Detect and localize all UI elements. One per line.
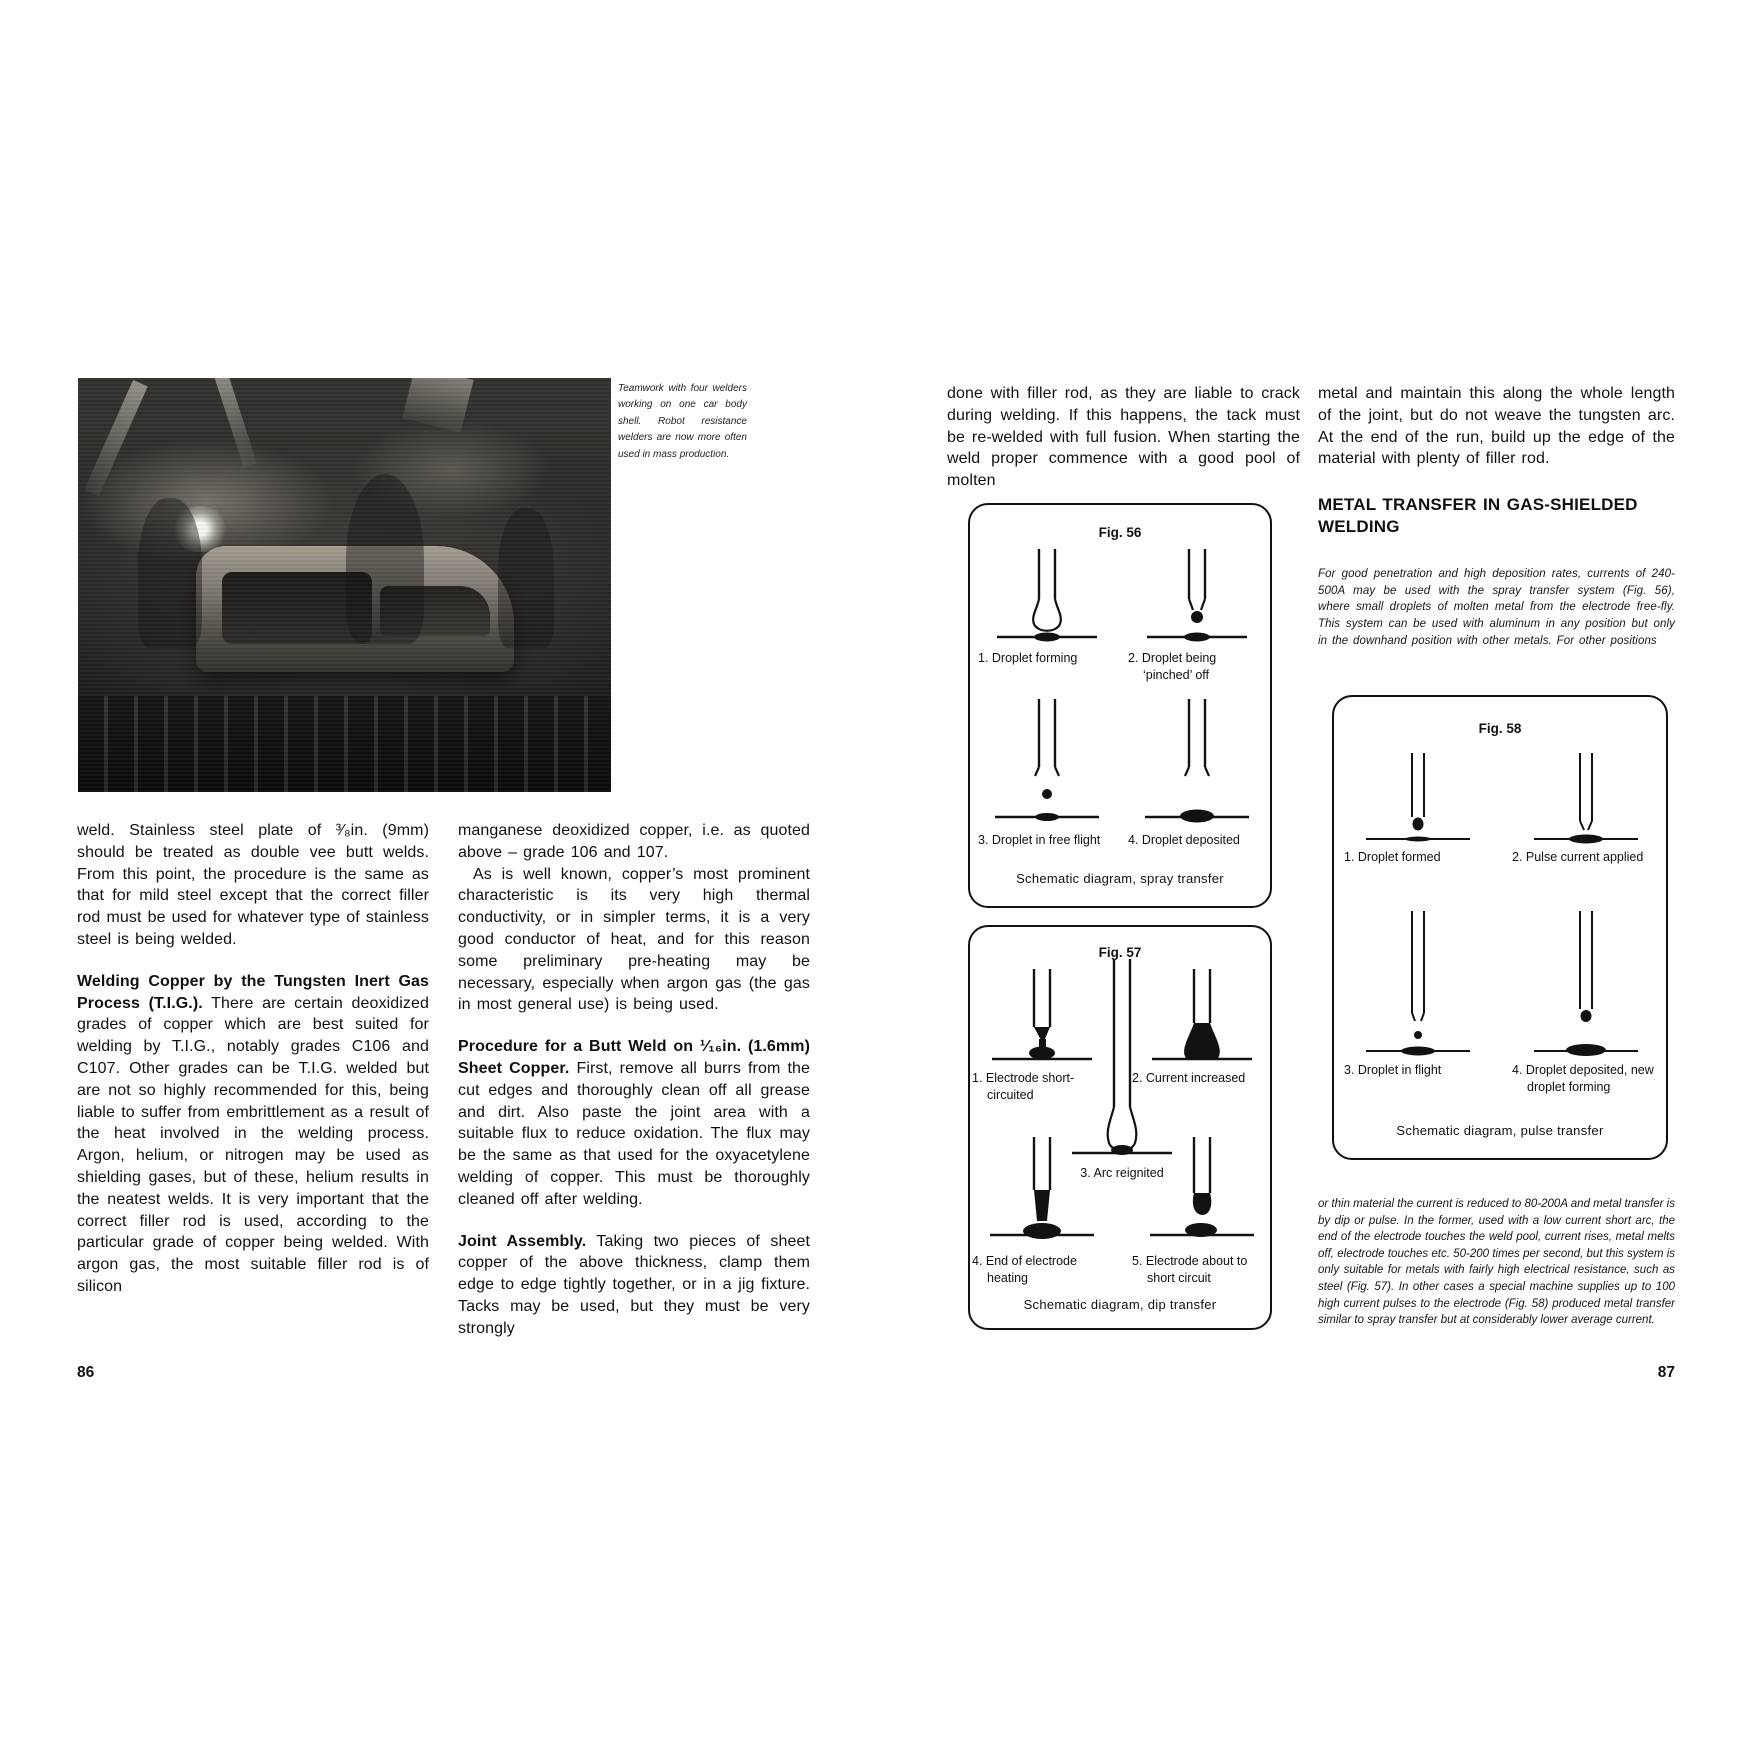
- figure-57-caption: Schematic diagram, dip transfer: [1023, 1297, 1217, 1312]
- pulse-droplet-deposited-diagram: [1526, 909, 1646, 1059]
- fig58-panel-4-label: 4. Droplet deposited, new droplet forming: [1512, 1063, 1654, 1094]
- photo-welders-car-body: [78, 378, 611, 792]
- spray-droplet-forming-diagram: [987, 547, 1107, 647]
- fig58-panel-1-label: 1. Droplet formed: [1344, 850, 1441, 864]
- paragraph: done with filler rod, as they are liable to crack during welding. If this happens, the tack must be re-welded with full fusion. When starting the weld proper commence with a good pool of molten: [947, 385, 1300, 490]
- fig57-panel-2-label: 2. Current increased: [1132, 1071, 1246, 1085]
- fig56-panel-2-label: 2. Droplet being ‘pinched’ off: [1128, 651, 1217, 682]
- dip-electrode-heating-diagram: [982, 1135, 1102, 1250]
- figure-56-title: Fig. 56: [1098, 525, 1142, 540]
- fig56-panel-3: [978, 697, 1116, 849]
- figure-58-box: [1332, 695, 1668, 1160]
- paragraph: As is well known, copper’s most prominent characteristic is its very high thermal conductivity, or in simpler terms, it is a very good conductor of heat, and for this reason some preliminary pre-heating may be necessary, especially when argon gas (the gas in most general use) is being used.: [458, 865, 810, 1014]
- figure-intro-note: For good penetration and high deposition rates, currents of 240-500A may be used with the spray transfer system (Fig. 56), where small droplets of molten metal from the electrode free-fly. This system can be used with aluminum in any position but only in the downhand position with other metals. For other positions: [1318, 568, 1675, 647]
- spray-droplet-deposited-diagram: [1137, 697, 1257, 829]
- figure-58-caption: Schematic diagram, pulse transfer: [1396, 1123, 1604, 1138]
- fig58-panel-2-label: 2. Pulse current applied: [1512, 850, 1644, 864]
- page86-column-2: [458, 820, 810, 1340]
- figure-58-title: Fig. 58: [1478, 721, 1522, 736]
- paragraph-body: Taking two pieces of sheet copper of the above thickness, clamp them edge to edge tightly together, or in a jig fixture. Tacks may be used, but they must be very strongly: [458, 1232, 811, 1337]
- fig56-panel-1: [978, 547, 1116, 667]
- pulse-current-applied-diagram: [1526, 751, 1646, 846]
- fig58-panel-1: [1344, 751, 1492, 866]
- paragraph: [458, 1231, 810, 1340]
- figure-57-title: Fig. 57: [1098, 945, 1142, 960]
- figure-56-box: [968, 503, 1272, 908]
- fig58-panel-2: [1512, 751, 1660, 866]
- fig57-panel-4-label: 4. End of electrode heating: [972, 1254, 1077, 1285]
- paragraph: weld. Stainless steel plate of ³⁄₈in. (9mm) should be treated as double vee butt welds. From this point, the procedure is the same as that for mild steel except that the correct filler rod must be used for whatever type of stainless steel is being welded.: [77, 822, 429, 948]
- pulse-droplet-flight-diagram: [1358, 909, 1478, 1059]
- spray-droplet-flight-diagram: [987, 697, 1107, 829]
- figure-outro-note: or thin material the current is reduced to 80-200A and metal transfer is by dip or pulse. In the former, used with a low current short arc, the end of the electrode touches the weld pool, current rises, metal melts off, electrode touches etc. 50-200 times per second, but this system is only suitable for metals with fairly high electrical resistance, such as steel (Fig. 57). In other cases a special machine supplies up to 100 high current pulses to the electrode (Fig. 58) produced metal transfer similar to spray transfer but at considerably lower average current.: [1318, 1198, 1675, 1327]
- fig56-panel-4: [1128, 697, 1266, 849]
- figure-57-box: [968, 925, 1272, 1330]
- page87-column-1: [947, 383, 1300, 492]
- paragraph: [77, 971, 429, 1298]
- photo-grain: [78, 378, 611, 792]
- pulse-droplet-formed-diagram: [1358, 751, 1478, 846]
- fig58-panel-4: [1512, 909, 1660, 1095]
- paragraph-lead: Procedure for a Butt Weld on ¹⁄₁₆in. (1.6mm) Sheet Copper.: [458, 1038, 810, 1077]
- fig57-panel-5: [1132, 1135, 1272, 1286]
- paragraph: [458, 1036, 810, 1210]
- fig57-panel-5-label: 5. Electrode about to short circuit: [1132, 1254, 1248, 1285]
- fig56-panel-1-label: 1. Droplet forming: [978, 651, 1078, 665]
- paragraph-lead: Joint Assembly.: [458, 1232, 587, 1250]
- page87-column-2: [1318, 383, 1675, 649]
- dip-about-to-short-diagram: [1142, 1135, 1262, 1250]
- paragraph: metal and maintain this along the whole length of the joint, but do not weave the tungsten arc. At the end of the run, build up the edge of the material with plenty of filler rod.: [1318, 385, 1675, 468]
- fig58-panel-3-label: 3. Droplet in flight: [1344, 1063, 1442, 1077]
- fig58-panel-3: [1344, 909, 1492, 1079]
- paragraph: manganese deoxidized copper, i.e. as quoted above – grade 106 and 107.: [458, 822, 810, 861]
- fig56-panel-2: [1128, 547, 1266, 683]
- fig56-panel-3-label: 3. Droplet in free flight: [978, 833, 1101, 847]
- fig56-panel-4-label: 4. Droplet deposited: [1128, 833, 1240, 847]
- figure-56-caption: Schematic diagram, spray transfer: [1016, 871, 1224, 886]
- fig57-panel-4: [972, 1135, 1112, 1286]
- page-number-left: 86: [77, 1364, 95, 1381]
- fig57-panel-1-label: 1. Electrode short-circuited: [972, 1071, 1075, 1102]
- photo-caption: Teamwork with four welders working on one car body shell. Robot resistance welders are now more often used in mass production.: [618, 383, 747, 460]
- page86-column-1: [77, 820, 429, 1298]
- dip-arc-reignited-diagram: [1062, 957, 1182, 1162]
- paragraph-body: There are certain deoxidized grades of copper which are best suited for welding by T.I.G., notably grades C106 and C107. Other grades can be T.I.G. welded but are not so highly recommended for this, being liable to suffer from embrittlement as a result of the heat involved in the welding process. Argon, helium, or nitrogen may be used as shielding gases, but of these, helium results in the neatest welds. It is very important that the correct filler rod is used, according to the particular grade of copper being welded. With argon gas, the most suitable filler rod is of silicon: [77, 994, 429, 1295]
- section-heading: METAL TRANSFER IN GAS-SHIELDED WELDING: [1318, 495, 1638, 537]
- paragraph-lead: Welding Copper by the Tungsten Inert Gas Process (T.I.G.).: [77, 972, 429, 1012]
- spray-droplet-pinched-diagram: [1137, 547, 1257, 647]
- paragraph-body: First, remove all burrs from the cut edges and thoroughly clean off all grease and dirt. Also paste the joint area with a suitable flux to reduce oxidation. The flux may be the same as that used for the oxyacetylene welding of copper. This must be thoroughly cleaned off after welding.: [458, 1059, 811, 1208]
- fig57-panel-3-label: 3. Arc reignited: [1080, 1166, 1164, 1180]
- page-number-right: 87: [1657, 1364, 1675, 1381]
